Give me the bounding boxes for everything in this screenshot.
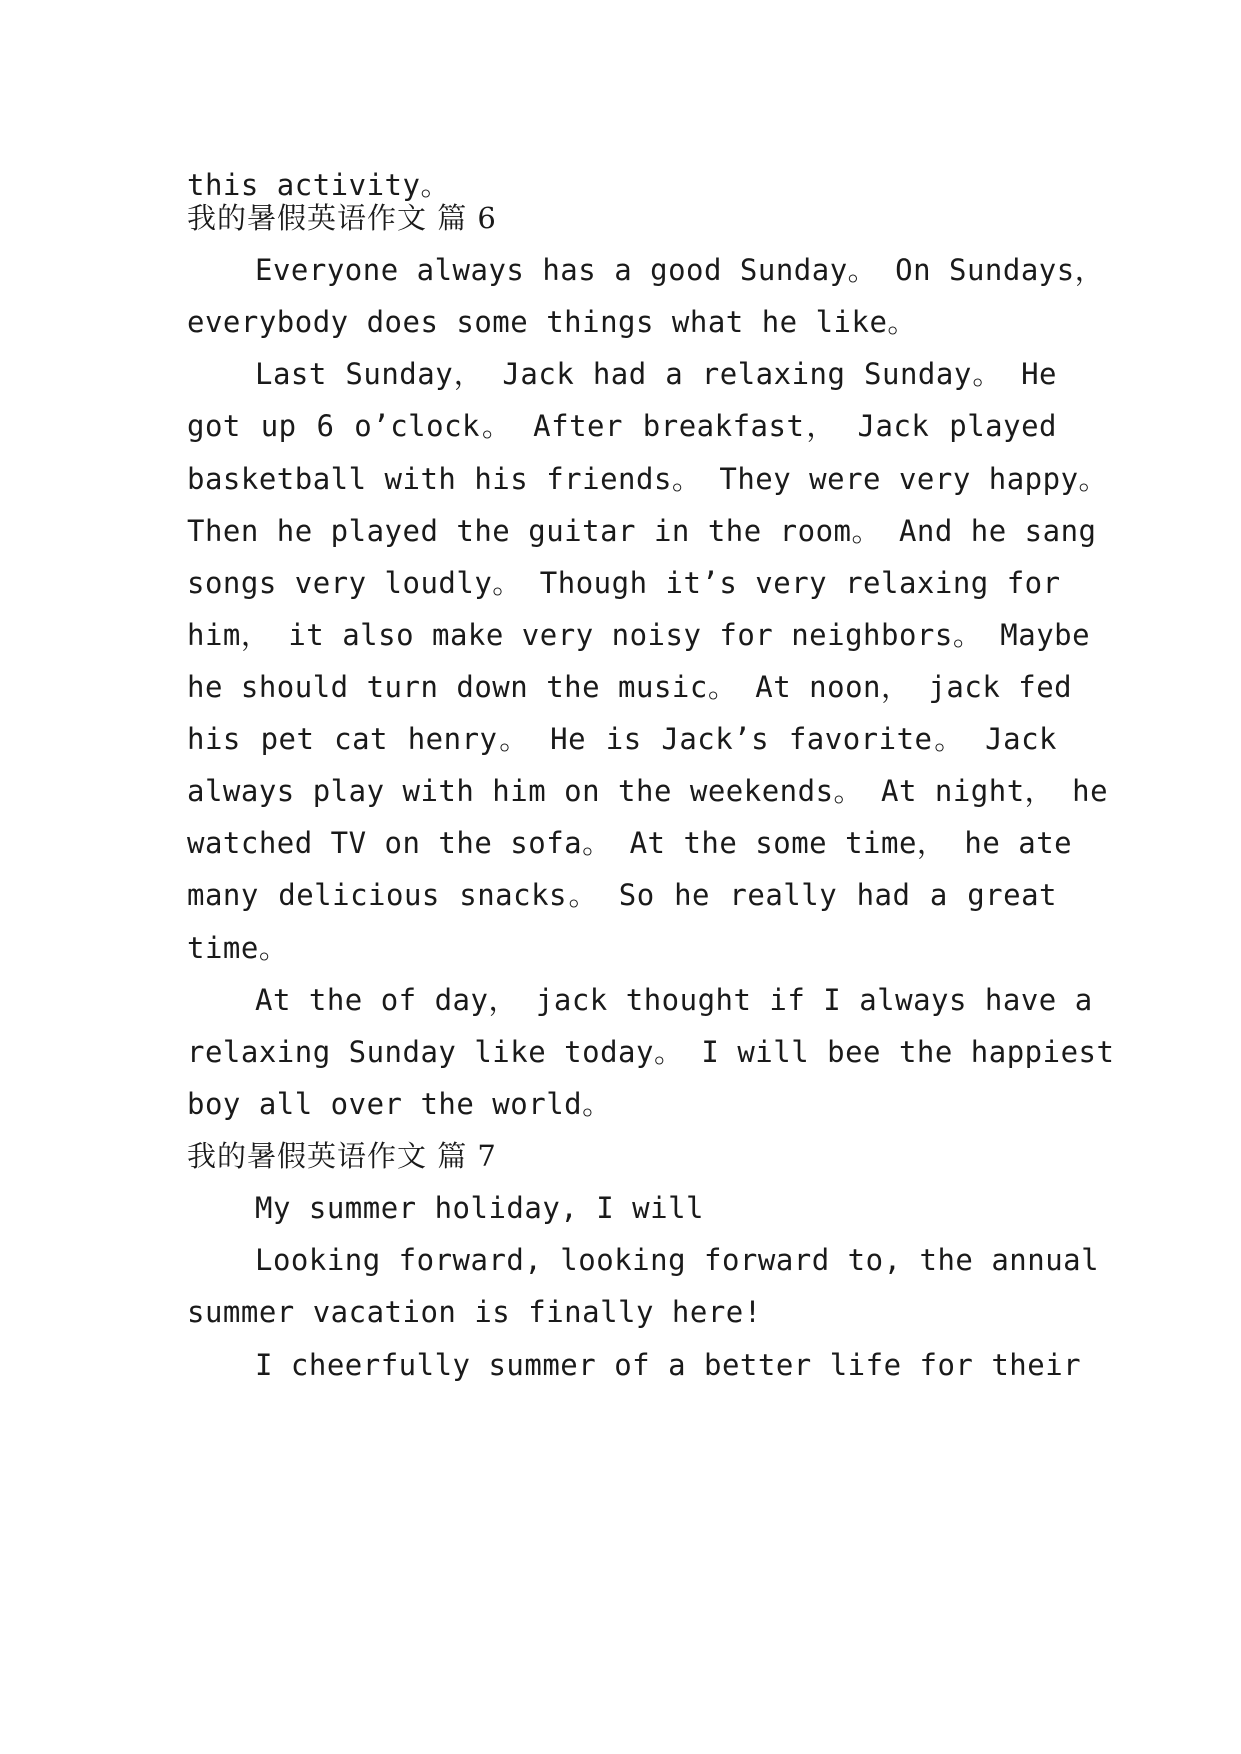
text-line: Last Sunday， Jack had a relaxing Sunday。 He xyxy=(255,357,1057,391)
text-line: everybody does some things what he like。 xyxy=(187,305,917,339)
text-line: time。 xyxy=(187,931,289,965)
text-line: relaxing Sunday like today。 I will bee the happiest xyxy=(187,1035,1115,1069)
text-line: he should turn down the music。 At noon， jack fed xyxy=(187,670,1073,704)
text-line: always play with him on the weekends。 At night， he xyxy=(187,774,1109,808)
text-line: songs very loudly。 Though it’s very relaxing for xyxy=(187,566,1061,600)
text-line: his pet cat henry。 He is Jack’s favorite。 Jack xyxy=(187,722,1057,756)
text-line: Looking forward, looking forward to, the annual xyxy=(255,1243,1100,1277)
text-line: boy all over the world。 xyxy=(187,1087,612,1121)
text-line: My summer holiday, I will xyxy=(255,1191,704,1225)
section-heading: 我的暑假英语作文 篇 6 xyxy=(187,201,497,235)
text-line: got up 6 o’clock。 After breakfast， Jack played xyxy=(187,409,1057,443)
text-line: this activity。 xyxy=(187,168,450,202)
text-line: Then he played the guitar in the room。 And he sang xyxy=(187,514,1097,548)
text-line: basketball with his friends。 They were very happy。 xyxy=(187,462,1109,496)
text-line: watched TV on the sofa。 At the some time， he ate xyxy=(187,826,1073,860)
text-line: At the of day， jack thought if I always have a xyxy=(255,983,1093,1017)
section-heading: 我的暑假英语作文 篇 7 xyxy=(187,1139,497,1173)
text-line: I cheerfully summer of a better life for their xyxy=(255,1348,1082,1382)
text-line: Everyone always has a good Sunday。 On Sundays， xyxy=(255,253,1105,287)
text-line: many delicious snacks。 So he really had a great xyxy=(187,878,1057,912)
text-line: summer vacation is finally here! xyxy=(187,1295,762,1329)
text-line: him， it also make very noisy for neighbors。 Maybe xyxy=(187,618,1091,652)
